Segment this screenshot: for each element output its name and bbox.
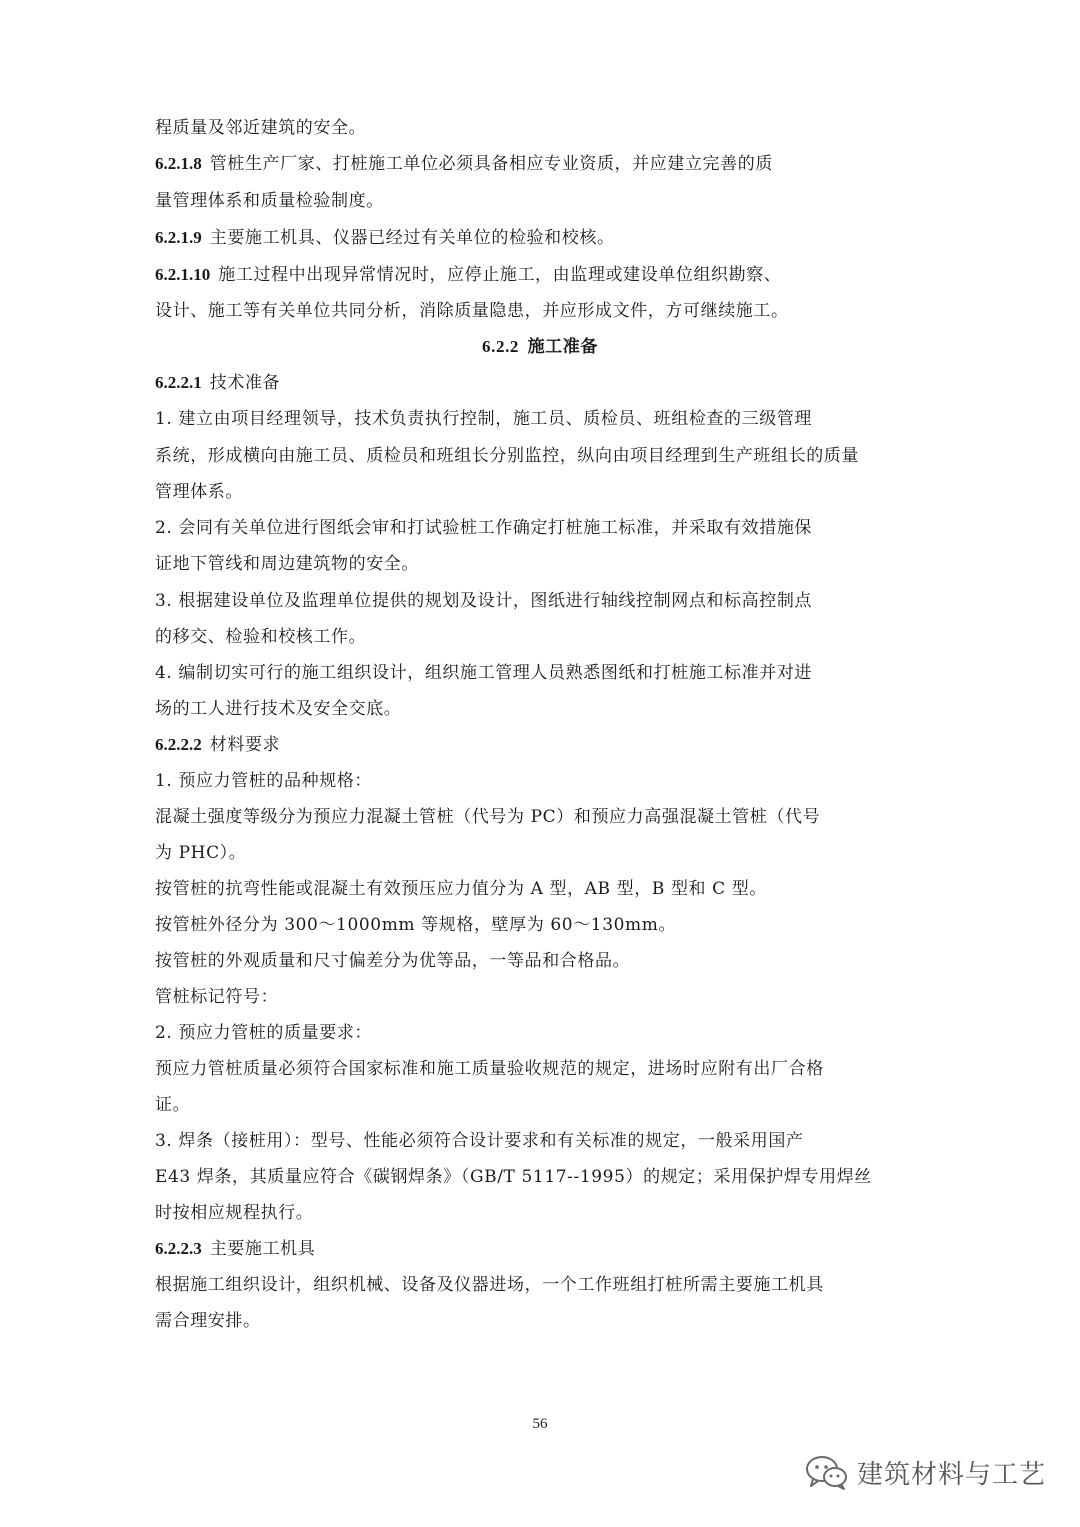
text-line: 管桩标记符号：: [155, 987, 279, 1007]
text-line: 4. 编制切实可行的施工组织设计，组织施工管理人员熟悉图纸和打桩施工标准并对进: [155, 663, 813, 683]
text-line: E43 焊条，其质量应符合《碳钢焊条》（GB/T 5117--1995）的规定；采用保护焊专用焊丝: [155, 1167, 872, 1187]
text-line: 3. 焊条（接桩用）：型号、性能必须符合设计要求和有关标准的规定，一般采用国产: [155, 1131, 804, 1151]
clause-6-2-2-2: 6.2.2.2 材料要求: [155, 735, 281, 755]
clause-number: 6.2.2.1: [155, 373, 202, 392]
clause-number: 6.2.1.10: [155, 265, 211, 284]
clause-6-2-1-8: 6.2.1.8 管桩生产厂家、打桩施工单位必须具备相应专业资质，并应建立完善的质: [155, 154, 773, 174]
text-line: 需合理安排。: [155, 1311, 261, 1331]
text-line: 2. 会同有关单位进行图纸会审和打试验桩工作确定打桩施工标准，并采取有效措施保: [155, 518, 813, 538]
text-line: 量管理体系和质量检验制度。: [155, 191, 384, 211]
text-line: 系统，形成横向由施工员、质检员和班组长分别监控，纵向由项目经理到生产班组长的质量: [155, 446, 859, 466]
text-line: 管理体系。: [155, 482, 243, 502]
text-line: 证地下管线和周边建筑物的安全。: [155, 554, 419, 574]
wechat-icon: [805, 1455, 849, 1491]
text-line: 1. 预应力管桩的品种规格：: [155, 771, 373, 791]
clause-number: 6.2.2.2: [155, 735, 202, 754]
section-heading: 6.2.2 施工准备: [482, 337, 598, 357]
text-line: 2. 预应力管桩的质量要求：: [155, 1023, 373, 1043]
text-line: 1. 建立由项目经理领导，技术负责执行控制，施工员、质检员、班组检查的三级管理: [155, 409, 813, 429]
page-number: 56: [532, 1416, 548, 1432]
clause-6-2-1-9: 6.2.1.9 主要施工机具、仪器已经过有关单位的检验和校核。: [155, 228, 615, 248]
text-line: 的移交、检验和校核工作。: [155, 627, 367, 647]
clause-number: 6.2.2.3: [155, 1239, 202, 1258]
clause-6-2-1-10: 6.2.1.10 施工过程中出现异常情况时，应停止施工，由监理或建设单位组织勘察、: [155, 265, 782, 285]
watermark-text: 建筑材料与工艺: [856, 1460, 1046, 1490]
text-line: 为 PHC）。: [155, 843, 247, 863]
clause-number: 6.2.1.9: [155, 228, 202, 247]
text-line: 混凝土强度等级分为预应力混凝土管桩（代号为 PC）和预应力高强混凝土管桩（代号: [155, 807, 821, 827]
text-line: 时按相应规程执行。: [155, 1203, 314, 1223]
text-line: 预应力管桩质量必须符合国家标准和施工质量验收规范的规定，进场时应附有出厂合格: [155, 1059, 824, 1079]
clause-number: 6.2.1.8: [155, 154, 202, 173]
text-line: 证。: [155, 1095, 191, 1115]
text-line: 按管桩的抗弯性能或混凝土有效预压应力值分为 A 型，AB 型，B 型和 C 型。: [155, 879, 767, 899]
text-line: 设计、施工等有关单位共同分析，消除质量隐患，并应形成文件，方可继续施工。: [155, 301, 789, 321]
text-line: 场的工人进行技术及安全交底。: [155, 699, 402, 719]
text-line: 程质量及邻近建筑的安全。: [155, 118, 367, 138]
text-line: 根据施工组织设计，组织机械、设备及仪器进场，一个工作班组打桩所需主要施工机具: [155, 1275, 824, 1295]
text-line: 按管桩外径分为 300～1000mm 等规格，壁厚为 60～130mm。: [155, 915, 677, 935]
watermark: [805, 1454, 1046, 1491]
text-line: 3. 根据建设单位及监理单位提供的规划及设计，图纸进行轴线控制网点和标高控制点: [155, 591, 813, 611]
text-line: 按管桩的外观质量和尺寸偏差分为优等品，一等品和合格品。: [155, 951, 631, 971]
clause-6-2-2-1: 6.2.2.1 技术准备: [155, 373, 281, 393]
clause-6-2-2-3: 6.2.2.3 主要施工机具: [155, 1239, 316, 1259]
